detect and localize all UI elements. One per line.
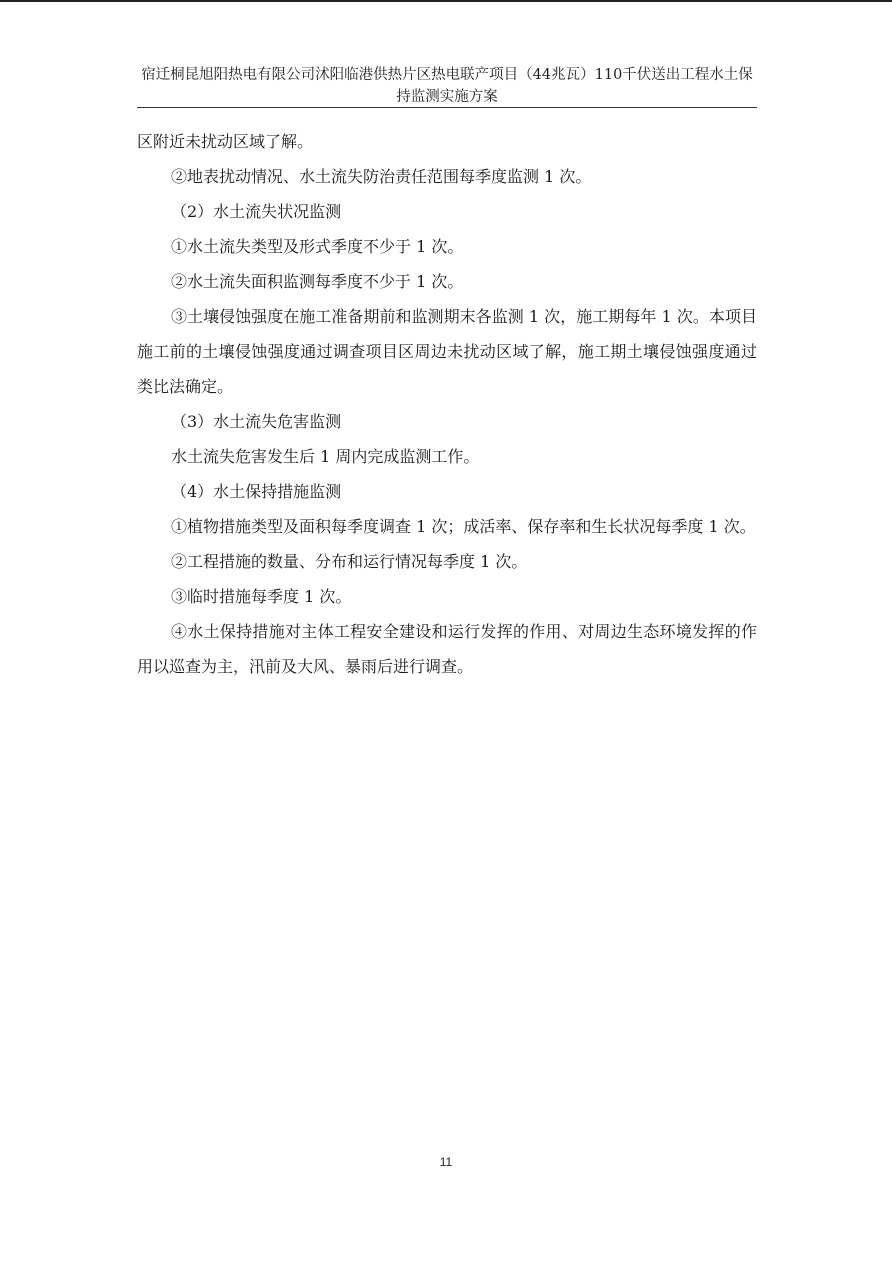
document-header: 宿迁桐昆旭阳热电有限公司沭阳临港供热片区热电联产项目（44兆瓦）110千伏送出工程水土保持监测实施方案 <box>141 67 753 105</box>
body-paragraph: ④水土保持措施对主体工程安全建设和运行发挥的作用、对周边生态环境发挥的作用以巡查为主，汛前及大风、暴雨后进行调查。 <box>137 622 757 676</box>
page-number: 11 <box>439 1155 453 1169</box>
body-paragraph: ③土壤侵蚀强度在施工准备期前和监测期末各监测 1 次，施工期每年 1 次。本项目施工前的土壤侵蚀强度通过调查项目区周边未扰动区域了解，施工期土壤侵蚀强度通过类比法确定。 <box>137 307 757 396</box>
section-heading: （4）水土保持措施监测 <box>171 482 342 501</box>
body-paragraph: ①水土流失类型及形式季度不少于 1 次。 <box>171 237 464 256</box>
body-paragraph: ①植物措施类型及面积每季度调查 1 次；成活率、保存率和生长状况每季度 1 次。 <box>171 517 756 536</box>
body-paragraph: ②地表扰动情况、水土流失防治责任范围每季度监测 1 次。 <box>171 167 592 186</box>
document-body <box>137 124 757 684</box>
body-paragraph: 区附近未扰动区域了解。 <box>137 132 314 151</box>
header-divider <box>137 107 757 108</box>
body-paragraph: 水土流失危害发生后 1 周内完成监测工作。 <box>171 447 480 466</box>
body-paragraph: ②工程措施的数量、分布和运行情况每季度 1 次。 <box>171 552 528 571</box>
page-top-edge <box>0 0 892 2</box>
section-heading: （2）水土流失状况监测 <box>171 202 342 221</box>
body-paragraph: ③临时措施每季度 1 次。 <box>171 587 352 606</box>
body-paragraph: ②水土流失面积监测每季度不少于 1 次。 <box>171 272 464 291</box>
section-heading: （3）水土流失危害监测 <box>171 412 342 431</box>
